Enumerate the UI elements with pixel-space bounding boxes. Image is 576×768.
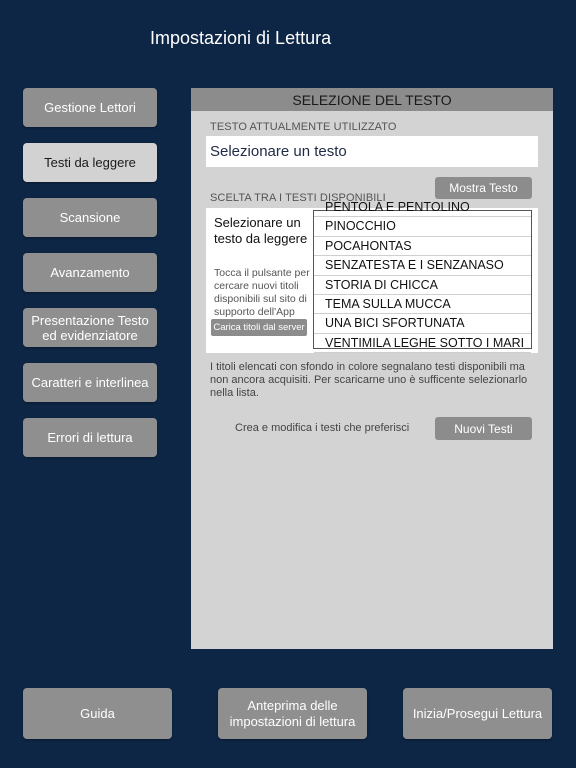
titles-note: I titoli elencati con sfondo in colore segnalano testi disponibili ma non ancora acquisiti. Per scaricarne uno è sufficente selezionarlo nella lista.: [210, 361, 528, 399]
list-item[interactable]: UNA BICI SFORTUNATA: [314, 314, 531, 333]
current-text-label: TESTO ATTUALMENTE UTILIZZATO: [210, 121, 397, 133]
preview-settings-button[interactable]: Anteprima delle impostazioni di lettura: [218, 688, 367, 739]
list-item[interactable]: STORIA DI CHICCA: [314, 276, 531, 295]
current-text-value: Selezionare un testo: [210, 143, 347, 160]
list-item[interactable]: PENTOLA E PENTOLINO: [314, 198, 531, 217]
page-title: Impostazioni di Lettura: [150, 28, 332, 48]
titles-list[interactable]: [313, 200, 532, 350]
list-item[interactable]: VENTIMILA LEGHE SOTTO I MARI: [314, 334, 531, 353]
sidebar-item-avanzamento[interactable]: Avanzamento: [23, 253, 157, 292]
sidebar-item-errori-lettura[interactable]: Errori di lettura: [23, 418, 157, 457]
new-texts-button[interactable]: Nuovi Testi: [435, 417, 532, 440]
sidebar-item-scansione[interactable]: Scansione: [23, 198, 157, 237]
sidebar-item-presentazione-testo[interactable]: Presentazione Testo ed evidenziatore: [23, 308, 157, 347]
sidebar-item-testi-da-leggere[interactable]: Testi da leggere: [23, 143, 157, 182]
text-picker-area: [206, 200, 538, 353]
list-item[interactable]: SENZATESTA E I SENZANASO: [314, 256, 531, 275]
list-item[interactable]: POCAHONTAS: [314, 237, 531, 256]
start-reading-button[interactable]: Inizia/Prosegui Lettura: [403, 688, 552, 739]
sidebar-item-gestione-lettori[interactable]: Gestione Lettori: [23, 88, 157, 127]
load-titles-button[interactable]: Carica titoli dal server: [211, 319, 307, 336]
available-texts-label: SCELTA TRA I TESTI DISPONIBILI: [210, 192, 386, 204]
panel-header: SELEZIONE DEL TESTO: [191, 88, 553, 111]
show-text-button[interactable]: Mostra Testo: [435, 177, 532, 199]
text-selection-panel: [191, 88, 553, 649]
guide-button[interactable]: Guida: [23, 688, 172, 739]
list-item[interactable]: PINOCCHIO: [314, 217, 531, 236]
select-text-title: Selezionare un testo da leggere: [214, 215, 308, 246]
select-text-help: Tocca il pulsante per cercare nuovi titoli disponibili sul sito di supporto dell'App: [214, 267, 310, 318]
current-text-field[interactable]: [206, 136, 538, 167]
create-texts-label: Crea e modifica i testi che preferisci: [235, 422, 410, 434]
list-item[interactable]: TEMA SULLA MUCCA: [314, 295, 531, 314]
sidebar-item-caratteri-interlinea[interactable]: Caratteri e interlinea: [23, 363, 157, 402]
